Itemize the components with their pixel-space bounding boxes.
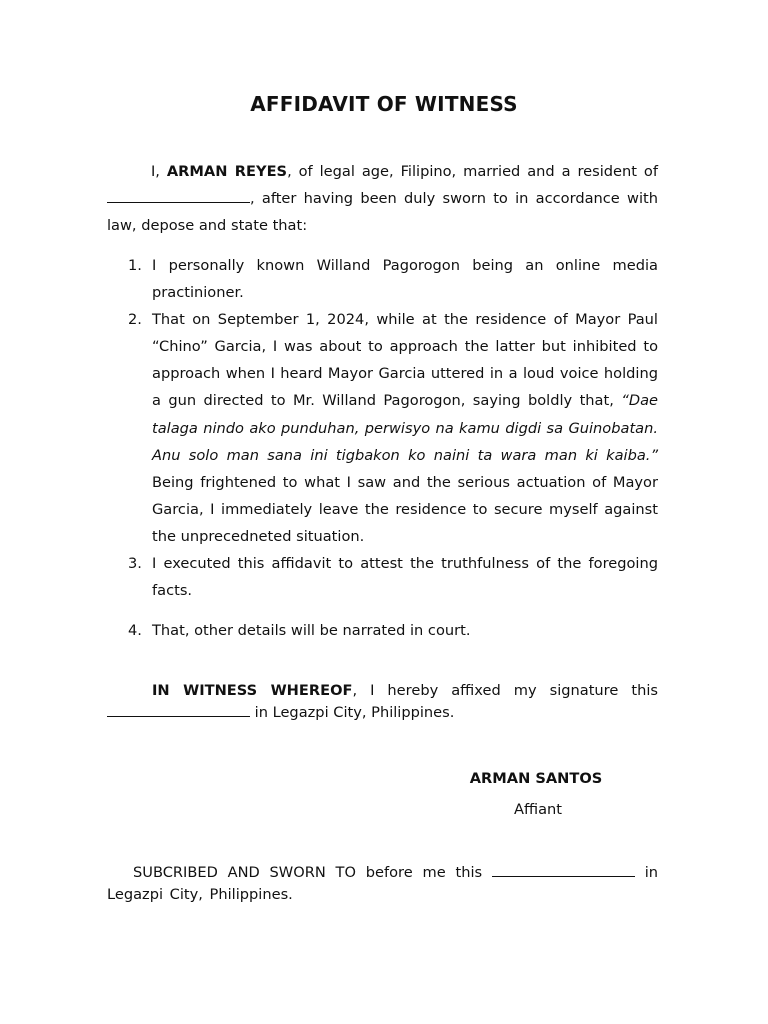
list-item: [107, 617, 658, 644]
item-number: 3.: [128, 555, 142, 573]
residence-blank: [107, 201, 250, 203]
list-item: [107, 252, 658, 306]
item-text: I executed this affidavit to attest the truthfulness of the foregoing facts.: [152, 555, 658, 600]
affiant-name: ARMAN SANTOS: [469, 770, 603, 787]
item-quote: “Dae talaga nindo ako punduhan, perwisyo na kamu digdi sa Guinobatan. Anu solo man sana ini tigbakon ko naini ta wara man ki kaiba.”: [152, 392, 658, 464]
item-text: Being frightened to what I saw and the serious actuation of Mayor Garcia, I immediately leave the residence to secure myself against the unprecedneted situation.: [152, 473, 658, 545]
intro-text-2: , after having been duly sworn to in accordance with law, depose and state that:: [107, 190, 658, 234]
affiant-label: Affiant: [513, 801, 562, 818]
witness-text-2: in Legazpi City, Philippines.: [250, 704, 455, 721]
witness-heading: IN WITNESS WHEREOF: [152, 682, 353, 699]
item-number: 4.: [128, 622, 142, 640]
item-number: 1.: [128, 257, 142, 274]
intro-paragraph: [107, 158, 658, 239]
witness-paragraph: [107, 680, 658, 724]
list-item: [107, 306, 658, 550]
intro-prefix: I,: [151, 163, 167, 180]
item-text: I personally known Willand Pagorogon being an online media practinioner.: [152, 257, 658, 302]
item-text: That on September 1, 2024, while at the residence of Mayor Paul “Chino” Garcia, I was about to approach the latter but inhibited to approach when I heard Mayor Garcia uttered in a loud voice holding a gun directed to Mr. Willand Pagorogon, saying boldly that,: [152, 311, 658, 410]
list-item: [107, 550, 658, 604]
intro-text-1: , of legal age, Filipino, married and a resident of: [287, 163, 658, 180]
jurat-date-blank: [492, 875, 635, 877]
item-number: 2.: [128, 311, 142, 329]
document-title: AFFIDAVIT OF WITNESS: [250, 92, 518, 116]
jurat-text-2: in Legazpi City, Philippines.: [107, 864, 658, 903]
witness-text-1: , I hereby affixed my signature this: [352, 682, 658, 699]
jurat-paragraph: [107, 862, 658, 906]
statement-list: [107, 252, 658, 644]
deponent-name: ARMAN REYES: [166, 163, 288, 180]
item-text: That, other details will be narrated in court.: [152, 622, 471, 640]
jurat-text-1: SUBCRIBED AND SWORN TO before me this: [133, 864, 492, 881]
date-blank: [107, 715, 250, 717]
